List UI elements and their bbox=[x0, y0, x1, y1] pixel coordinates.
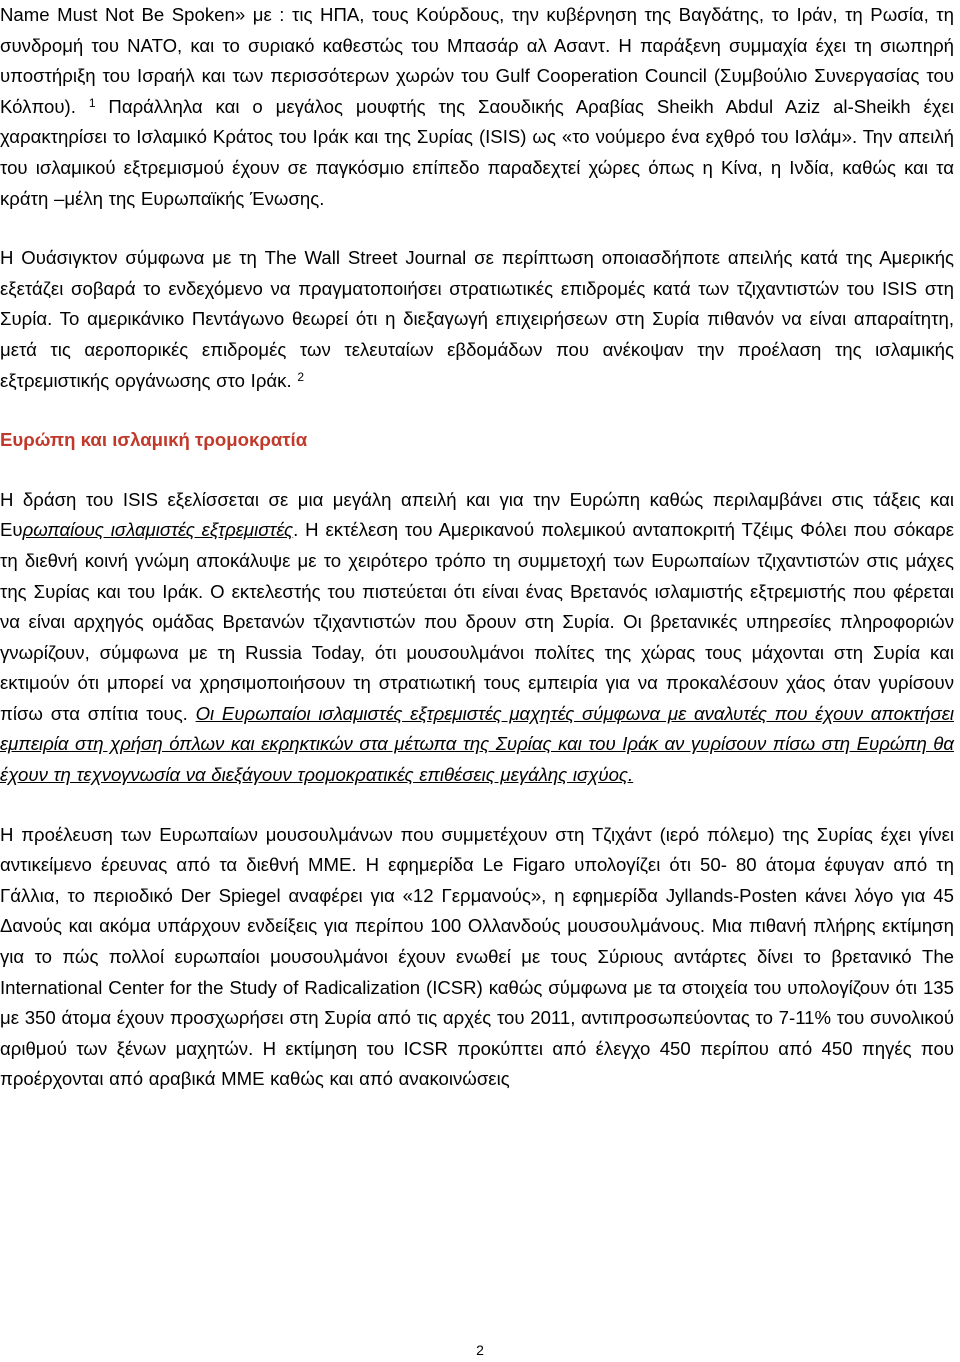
paragraph-4 bbox=[0, 820, 954, 1095]
paragraph-3 bbox=[0, 485, 954, 791]
paragraph-3-underlined-statement: Οι Ευρωπαίοι ισλαμιστές εξτρεμιστές μαχητές σύμφωνα με αναλυτές που έχουν αποκτήσει εμπειρία στη χρήση όπλων και εκρηκτικών στα μέτωπα της Συρίας και του Ιράκ αν γυρίσουν πίσω στη Ευρώπη θα έχουν τη τεχνογνωσία να διεξάγουν τρομοκρατικές επιθέσεις μεγάλης ισχύος. bbox=[0, 702, 954, 786]
footnote-ref-1[interactable]: 1 bbox=[88, 95, 96, 110]
paragraph-1-text-a: Name Must Not Be Spoken» με : τις ΗΠΑ, τους Κούρδους, την κυβέρνηση της Βαγδάτης, το Ιράν, τη Ρωσία, τη συνδρομή του ΝΑΤΟ, και το συριακό καθεστώς του Μπασάρ αλ Ασαντ. Η παράξενη συμμαχία έχει τη σιωπηρή υποστήριξη του Ισραήλ και των περισσότερων χωρών του Gulf Cooperation Council (Συμβούλιο Συνεργασίας του Κόλπου). bbox=[0, 4, 954, 117]
page-number: 2 bbox=[476, 1342, 484, 1358]
paragraph-1-text-b: Παράλληλα και ο μεγάλος μουφτής της Σαουδικής Αραβίας Sheikh Abdul Aziz al-Sheikh έχει χαρακτηρίσει το Ισλαμικό Κράτος του Ιράκ και της Συρίας (ISIS) ως «το νούμερο ένα εχθρό του Ισλάμ». Την απειλή του ισλαμικού εξτρεμισμού έχουν σε παγκόσμιο επίπεδο παραδεχτεί χώρες όπως η Κίνα, η Ινδία, καθώς και τα κράτη –μέλη της Ευρωπαϊκής Ένωσης. bbox=[0, 95, 954, 209]
paragraph-3-text-a: Η δράση του ISIS εξελίσσεται σε μια μεγάλη απειλή και για την Ευρώπη καθώς περιλαμβάνει στις τάξεις και Ευ bbox=[0, 488, 954, 541]
paragraph-4-text: Η προέλευση των Ευρωπαίων μουσουλμάνων που συμμετέχουν στη Τζιχάντ (ιερό πόλεμο) της Συρίας έχει γίνει αντικείμενο έρευνας από τα διεθνή ΜΜΕ. Η εφημερίδα Le Figaro υπολογίζει ότι 50- 80 άτομα έφυγαν από τη Γάλλια, το περιοδικό Der Spiegel αναφέρει για «12 Γερμανούς», η εφημερίδα Jyllands-Posten κάνει λόγο για 45 Δανούς και ακόμα υπάρχουν ενδείξεις για περίπου 100 Ολλανδούς μουσουλμάνους. Μια πιθανή πλήρης εκτίμηση για το πώς πολλοί ευρωπαίοι μουσουλμάνοι έχουν ενωθεί με τους Σύριους αντάρτες δίνει το βρετανικό The International Center for the Study of Radicalization (ICSR) καθώς σύμφωνα με τα στοιχεία του υπολογίζουν ότι 135 με 350 άτομα έχουν προσχωρήσει στη Συρία από τις αρχές του 2011, αντιπροσωπεύοντας το 7-11% του συνολικού αριθμού των ξένων μαχητών. Η εκτίμηση του ICSR προκύπτει από έλεγχο 450 περίπου από 450 πηγές που προέρχονται από αραβικά ΜΜΕ καθώς και από ανακοινώσεις bbox=[0, 823, 954, 1090]
paragraph-3-text-b: . Η εκτέλεση του Αμερικανού πολεμικού ανταποκριτή Τζέιμς Φόλει που σόκαρε τη διεθνή κοινή γνώμη αποκάλυψε με το χειρότερο τρόπο τη συμμετοχή των Ευρωπαίων τζιχαντιστών στις μάχες της Συρίας και του Ιράκ. Ο εκτελεστής του πιστεύεται ότι είναι ένας Βρετανός ισλαμιστής εξτρεμιστής που φέρεται να είναι αρχηγός ομάδας Βρετανών τζιχαντιστών που δρουν στη Συρία. Οι βρετανικές υπηρεσίες πληροφοριών γνωρίζουν, σύμφωνα με τη Russia Today, ότι μουσουλμάνοι πολίτες της χώρας τους μάχονται στη Συρία και εκτιμούν ότι μπορεί να χρησιμοποιήσουν τη στρατιωτική τους εμπειρία για να προκαλέσουν χάος όταν γυρίσουν πίσω στα σπίτια τους. bbox=[0, 519, 954, 724]
section-heading: Ευρώπη και ισλαμική τρομοκρατία bbox=[0, 429, 308, 451]
paragraph-3-emphasis: ρωπαίους ισλαμιστές εξτρεμιστές bbox=[22, 519, 294, 541]
paragraph-2 bbox=[0, 243, 954, 396]
paragraph-1 bbox=[0, 0, 954, 214]
paragraph-2-text: Η Ουάσιγκτον σύμφωνα με τη The Wall Street Journal σε περίπτωση οποιασδήποτε απειλής κατά της Αμερικής εξετάζει σοβαρά το ενδεχόμενο να πραγματοποιήσει στρατιωτικές επιδρομές κατά των τζιχαντιστών του ISIS στη Συρία. Το αμερικάνικο Πεντάγωνο θεωρεί ότι η διεξαγωγή επιχειρήσεων στη Συρία πιθανόν να είναι απαραίτητη, μετά τις αεροπορικές επιδρομές των τελευταίων εβδομάδων που ανέκοψαν την προέλαση της ισλαμικής εξτρεμιστικής οργάνωσης στο Ιράκ. bbox=[0, 247, 954, 391]
footnote-ref-2[interactable]: 2 bbox=[297, 369, 304, 384]
